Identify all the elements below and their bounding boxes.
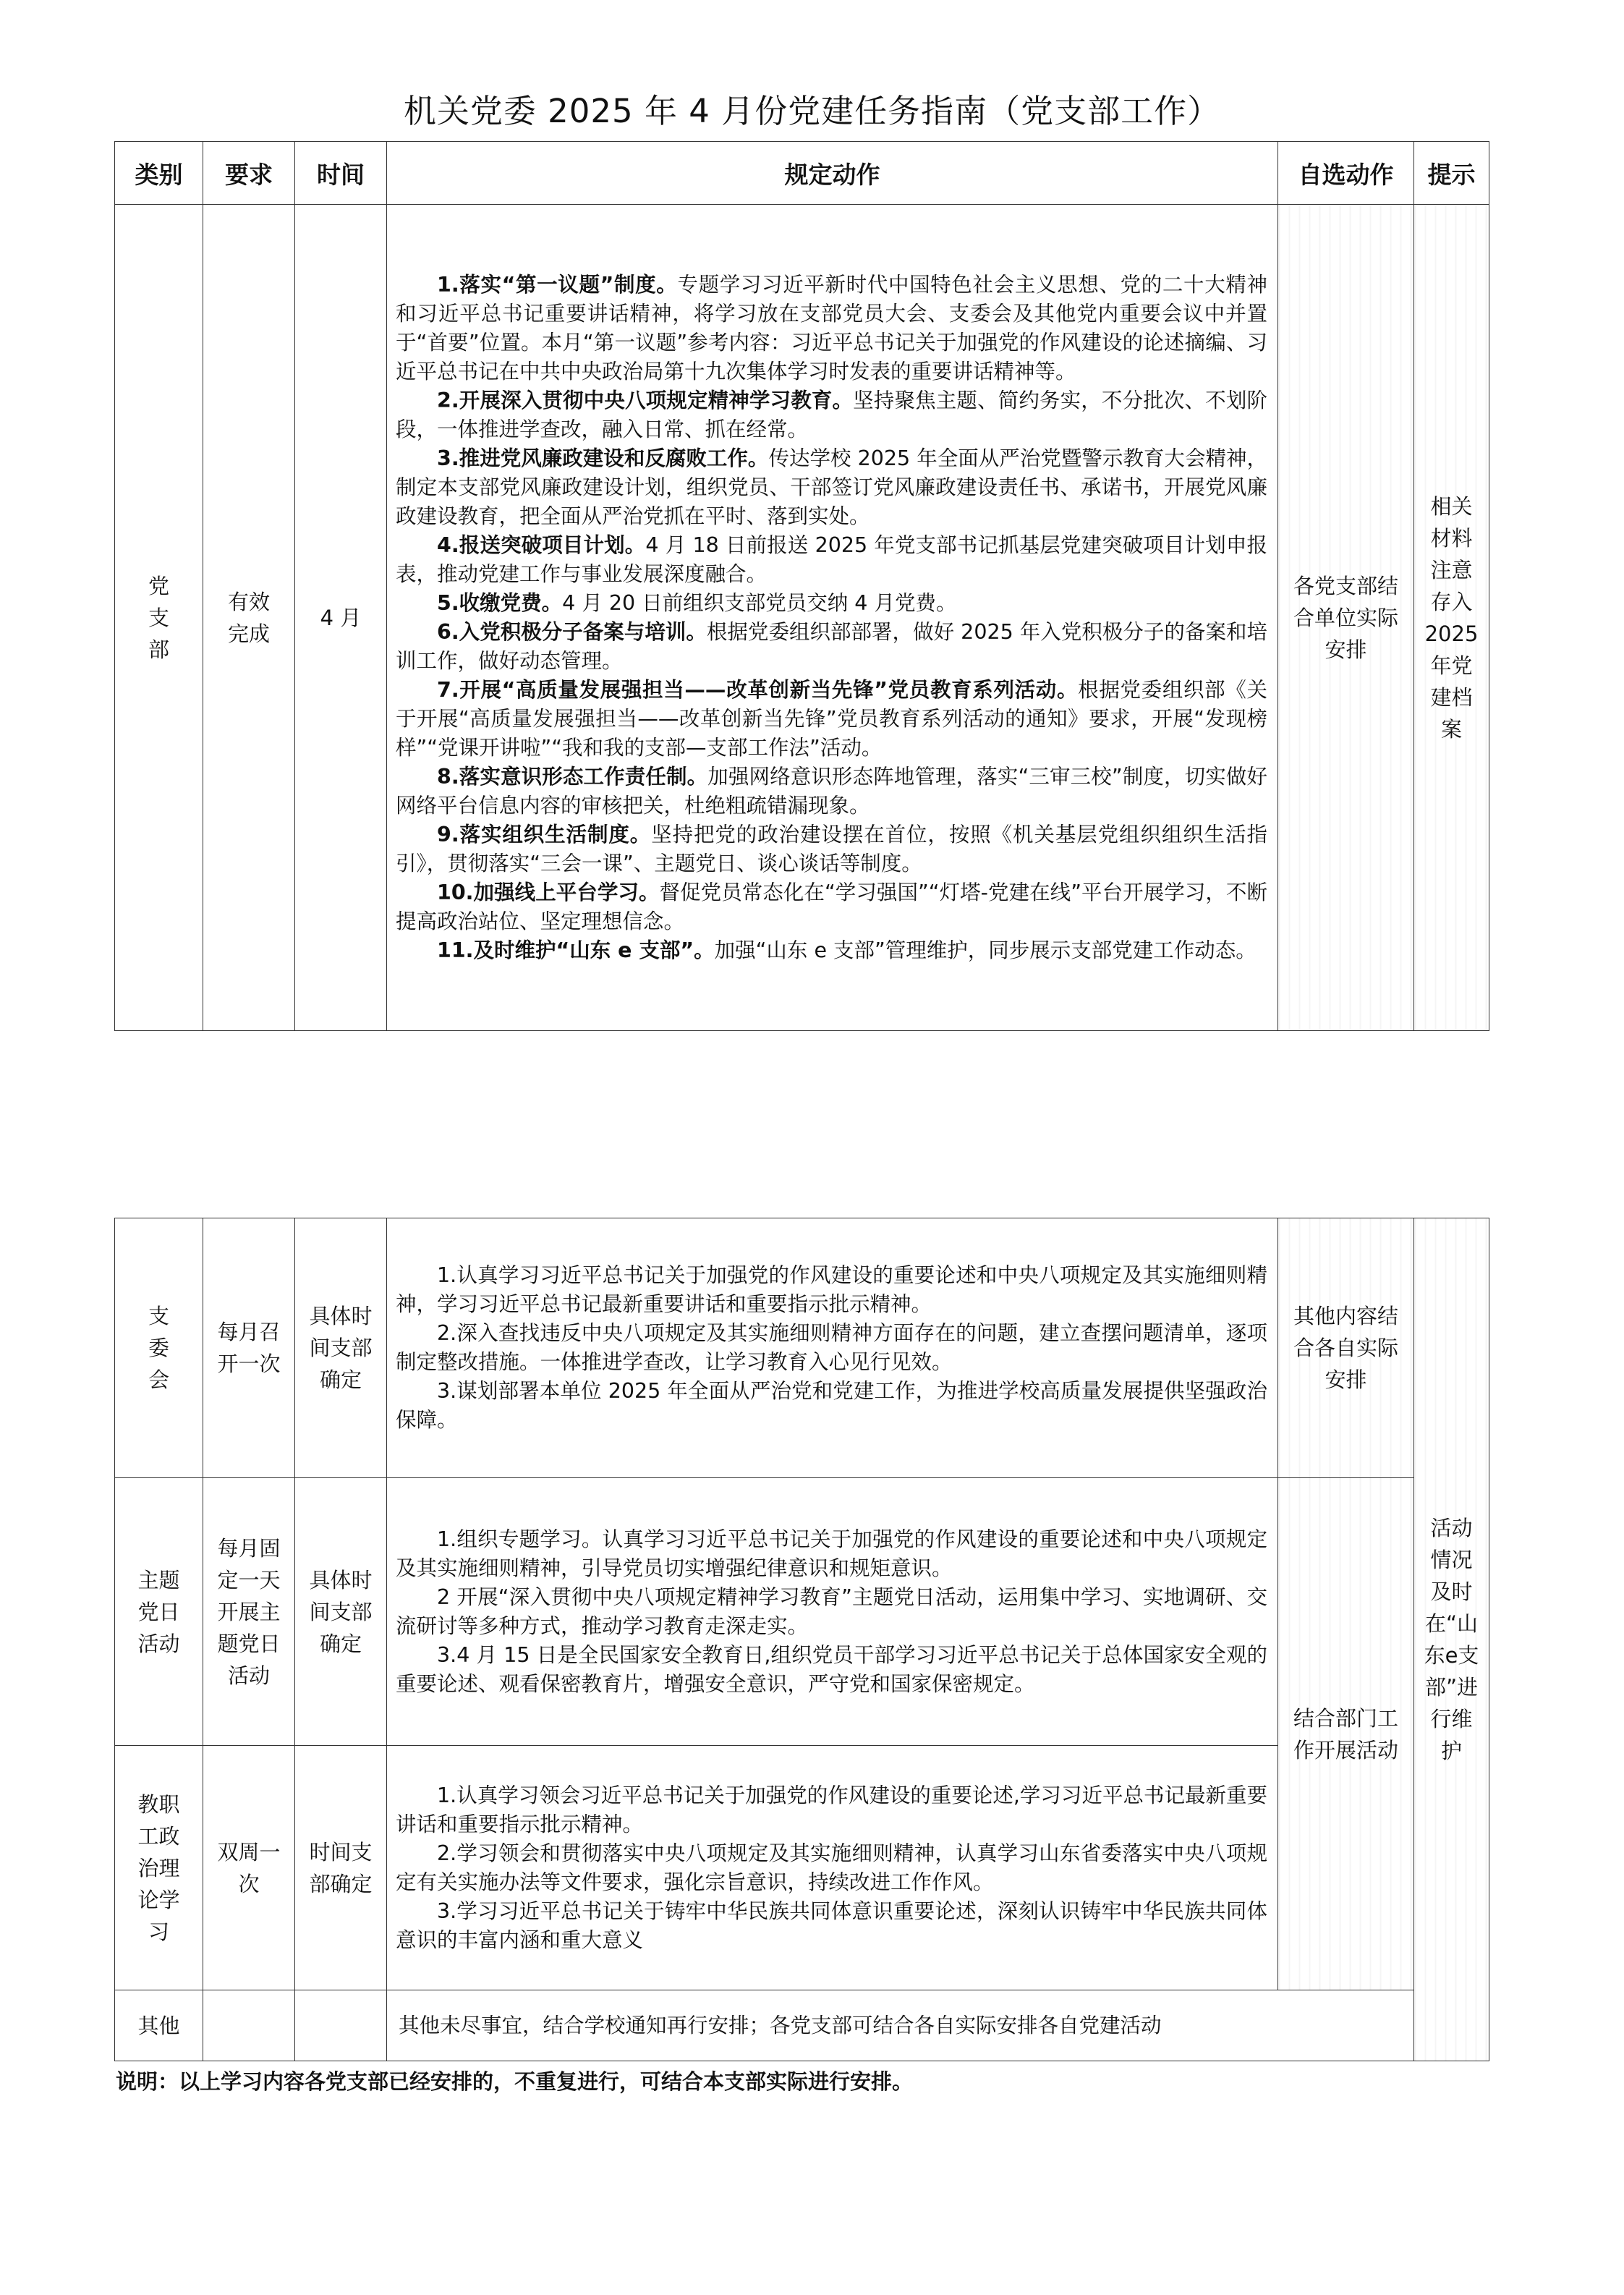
table-row <box>115 1478 1489 1746</box>
row-time: 具体时 间支部 确定 <box>295 1218 387 1478</box>
list-item: 1.组织专题学习。认真学习习近平总书记关于加强党的作风建设的重要论述和中央八项规定及其实施细则精神，引导党员切实增强纪律意识和规矩意识。 <box>396 1527 1267 1580</box>
list-item: 3.学习习近平总书记关于铸牢中华民族共同体意识重要论述，深刻认识铸牢中华民族共同体意识的丰富内涵和重大意义 <box>396 1899 1267 1952</box>
other-text: 其他未尽事宜，结合学校通知再行安排；各党支部可结合各自实际安排各自党建活动 <box>387 1990 1414 2061</box>
list-item: 1.认真学习习近平总书记关于加强党的作风建设的重要论述和中央八项规定及其实施细则精神，学习习近平总书记最新重要讲话和重要指示批示精神。 <box>396 1263 1267 1316</box>
list-item: 3.推进党风廉政建设和反腐败工作。传达学校 2025 年全面从严治党暨警示教育大会精神，制定本支部党风廉政建设计划，组织党员、干部签订党风廉政建设责任书、承诺书，开展党风廉政建设教育，把全面从严治党抓在平时、落到实处。 <box>396 446 1267 528</box>
list-item: 4.报送突破项目计划。4 月 18 日前报送 2025 年党支部书记抓基层党建突破项目计划申报表，推动党建工作与事业发展深度融合。 <box>396 533 1267 586</box>
required-actions-list <box>387 1478 1278 1746</box>
optional-actions: 结合部门工作开展活动 <box>1278 1478 1414 1990</box>
header-category: 类别 <box>115 142 203 205</box>
list-item: 5.收缴党费。4 月 20 日前组织支部党员交纳 4 月党费。 <box>437 590 957 615</box>
required-actions-list <box>387 1218 1278 1478</box>
list-item: 7.开展“高质量发展强担当——改革创新当先锋”党员教育系列活动。根据党委组织部《关于开展“高质量发展强担当——改革创新当先锋”党员教育系列活动的通知》要求，开展“发现榜样”“党课开讲啦”“我和我的支部—支部工作法”活动。 <box>396 677 1267 760</box>
row-requirement: 每月固 定一天 开展主 题党日 活动 <box>203 1478 295 1746</box>
list-item: 11.及时维护“山东 e 支部”。加强“山东 e 支部”管理维护，同步展示支部党建工作动态。 <box>437 938 1257 962</box>
list-item: 9.落实组织生活制度。坚持把党的政治建设摆在首位，按照《机关基层党组织组织生活指引》，贯彻落实“三会一课”、主题党日、谈心谈话等制度。 <box>396 822 1267 875</box>
row-requirement: 有效 完成 <box>203 205 295 1031</box>
row-category: 主题 党日 活动 <box>115 1478 203 1746</box>
tip: 活动情况及时在“山东e支部”进行维护 <box>1414 1218 1489 2061</box>
required-actions-list <box>387 1746 1278 1990</box>
list-item: 3.4 月 15 日是全民国家安全教育日,组织党员干部学习习近平总书记关于总体国家安全观的重要论述、观看保密教育片，增强安全意识，严守党和国家保密规定。 <box>396 1642 1267 1696</box>
row-requirement: 双周一 次 <box>203 1746 295 1990</box>
header-tips: 提示 <box>1414 142 1489 205</box>
table-row <box>115 205 1489 1031</box>
row-category: 党 支 部 <box>115 205 203 1031</box>
required-actions-list <box>387 205 1278 1031</box>
list-item: 2.深入查找违反中央八项规定及其实施细则精神方面存在的问题，建立查摆问题清单，逐项制定整改措施。一体推进学查改，让学习教育入心见行见效。 <box>396 1321 1267 1374</box>
optional-actions: 其他内容结合各自实际安排 <box>1278 1218 1414 1478</box>
tip: 相关材料注意存入2025年党建档案 <box>1414 205 1489 1031</box>
row-category: 支 委 会 <box>115 1218 203 1478</box>
row-time: 时间支 部确定 <box>295 1746 387 1990</box>
list-item: 10.加强线上平台学习。督促党员常态化在“学习强国”“灯塔-党建在线”平台开展学习，不断提高政治站位、坚定理想信念。 <box>396 880 1267 933</box>
task-table-top <box>114 141 1489 1031</box>
row-category: 教职 工政 治理 论学 习 <box>115 1746 203 1990</box>
list-item: 8.落实意识形态工作责任制。加强网络意识形态阵地管理，落实“三审三校”制度，切实做好网络平台信息内容的审核把关，杜绝粗疏错漏现象。 <box>396 764 1267 818</box>
list-item: 3.谋划部署本单位 2025 年全面从严治党和党建工作，为推进学校高质量发展提供坚强政治保障。 <box>396 1379 1267 1432</box>
optional-actions: 各党支部结合单位实际安排 <box>1278 205 1414 1031</box>
row-time <box>295 1990 387 2061</box>
table-row <box>115 1218 1489 1478</box>
header-optional-actions: 自选动作 <box>1278 142 1414 205</box>
footnote: 说明：以上学习内容各党支部已经安排的，不重复进行，可结合本支部实际进行安排。 <box>116 2069 914 2094</box>
list-item: 1.落实“第一议题”制度。专题学习习近平新时代中国特色社会主义思想、党的二十大精神和习近平总书记重要讲话精神，将学习放在支部党员大会、支委会及其他党内重要会议中并置于“首要”位置。本月“第一议题”参考内容：习近平总书记关于加强党的作风建设的论述摘编、习近平总书记在中共中央政治局第十九次集体学习时发表的重要讲话精神等。 <box>396 272 1267 383</box>
row-time: 4 月 <box>295 205 387 1031</box>
page-title: 机关党委 2025 年 4 月份党建任务指南（党支部工作） <box>403 92 1221 130</box>
header-requirement: 要求 <box>203 142 295 205</box>
task-table-bottom <box>114 1218 1489 2061</box>
list-item: 1.认真学习领会习近平总书记关于加强党的作风建设的重要论述,学习习近平总书记最新重要讲话和重要指示批示精神。 <box>396 1783 1267 1836</box>
header-required-actions: 规定动作 <box>387 142 1278 205</box>
list-item: 2.开展深入贯彻中央八项规定精神学习教育。坚持聚焦主题、简约务实，不分批次、不划阶段，一体推进学查改，融入日常、抓在经常。 <box>396 388 1267 441</box>
table-header <box>115 142 1489 205</box>
row-time: 具体时 间支部 确定 <box>295 1478 387 1746</box>
list-item: 6.入党积极分子备案与培训。根据党委组织部部署，做好 2025 年入党积极分子的备案和培训工作，做好动态管理。 <box>396 619 1267 673</box>
list-item: 2.学习领会和贯彻落实中央八项规定及其实施细则精神，认真学习山东省委落实中央八项规定有关实施办法等文件要求，强化宗旨意识，持续改进工作作风。 <box>396 1841 1267 1894</box>
row-requirement <box>203 1990 295 2061</box>
list-item: 2 开展“深入贯彻中央八项规定精神学习教育”主题党日活动，运用集中学习、实地调研、交流研讨等多种方式，推动学习教育走深走实。 <box>396 1585 1267 1638</box>
row-requirement: 每月召 开一次 <box>203 1218 295 1478</box>
header-time: 时间 <box>295 142 387 205</box>
table-row <box>115 1990 1489 2061</box>
row-category: 其他 <box>115 1990 203 2061</box>
